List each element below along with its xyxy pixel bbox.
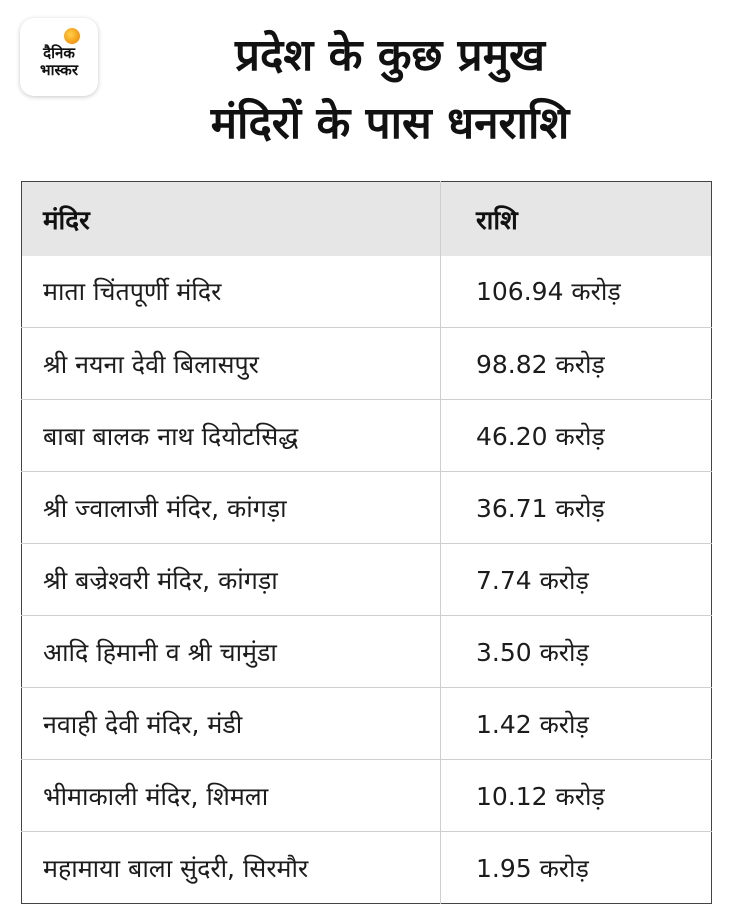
- amount: 1.95 करोड़: [441, 832, 712, 904]
- table-row: [22, 760, 712, 832]
- amount: 46.20 करोड़: [441, 400, 712, 472]
- table-row: [22, 400, 712, 472]
- temple-name: श्री नयना देवी बिलासपुर: [22, 328, 441, 400]
- amount: 36.71 करोड़: [441, 472, 712, 544]
- amount: 1.42 करोड़: [441, 688, 712, 760]
- table-row: [22, 832, 712, 904]
- amount: 7.74 करोड़: [441, 544, 712, 616]
- amount: 98.82 करोड़: [441, 328, 712, 400]
- page-title: [110, 22, 670, 158]
- column-header-temple: मंदिर: [22, 182, 441, 256]
- table-row: [22, 328, 712, 400]
- temple-funds-table: [21, 181, 712, 904]
- amount: 3.50 करोड़: [441, 616, 712, 688]
- title-line-1: प्रदेश के कुछ प्रमुख: [234, 30, 546, 81]
- logo-line-1: दैनिक: [43, 44, 75, 62]
- amount: 106.94 करोड़: [476, 277, 621, 307]
- table-row: [22, 472, 712, 544]
- table-row: [22, 688, 712, 760]
- title-line-2: मंदिरों के पास धनराशि: [210, 98, 570, 149]
- temple-name: महामाया बाला सुंदरी, सिरमौर: [22, 832, 441, 904]
- table-row: [22, 256, 712, 328]
- temple-name: श्री बज्रेश्वरी मंदिर, कांगड़ा: [22, 544, 441, 616]
- amount: 10.12 करोड़: [441, 760, 712, 832]
- logo-line-2: भास्कर: [40, 61, 78, 79]
- table-header-row: [22, 182, 712, 256]
- temple-name: माता चिंतपूर्णी मंदिर: [22, 256, 441, 328]
- column-header-amount: राशि: [441, 182, 712, 256]
- temple-name: श्री ज्वालाजी मंदिर, कांगड़ा: [22, 472, 441, 544]
- dainik-bhaskar-logo: [20, 18, 98, 96]
- sun-icon: [64, 28, 80, 44]
- temple-name: भीमाकाली मंदिर, शिमला: [22, 760, 441, 832]
- temple-name: आदि हिमानी व श्री चामुंडा: [22, 616, 441, 688]
- temple-name: नवाही देवी मंदिर, मंडी: [22, 688, 441, 760]
- temple-name: बाबा बालक नाथ दियोटसिद्ध: [22, 400, 441, 472]
- table-row: [22, 544, 712, 616]
- table-row: [22, 616, 712, 688]
